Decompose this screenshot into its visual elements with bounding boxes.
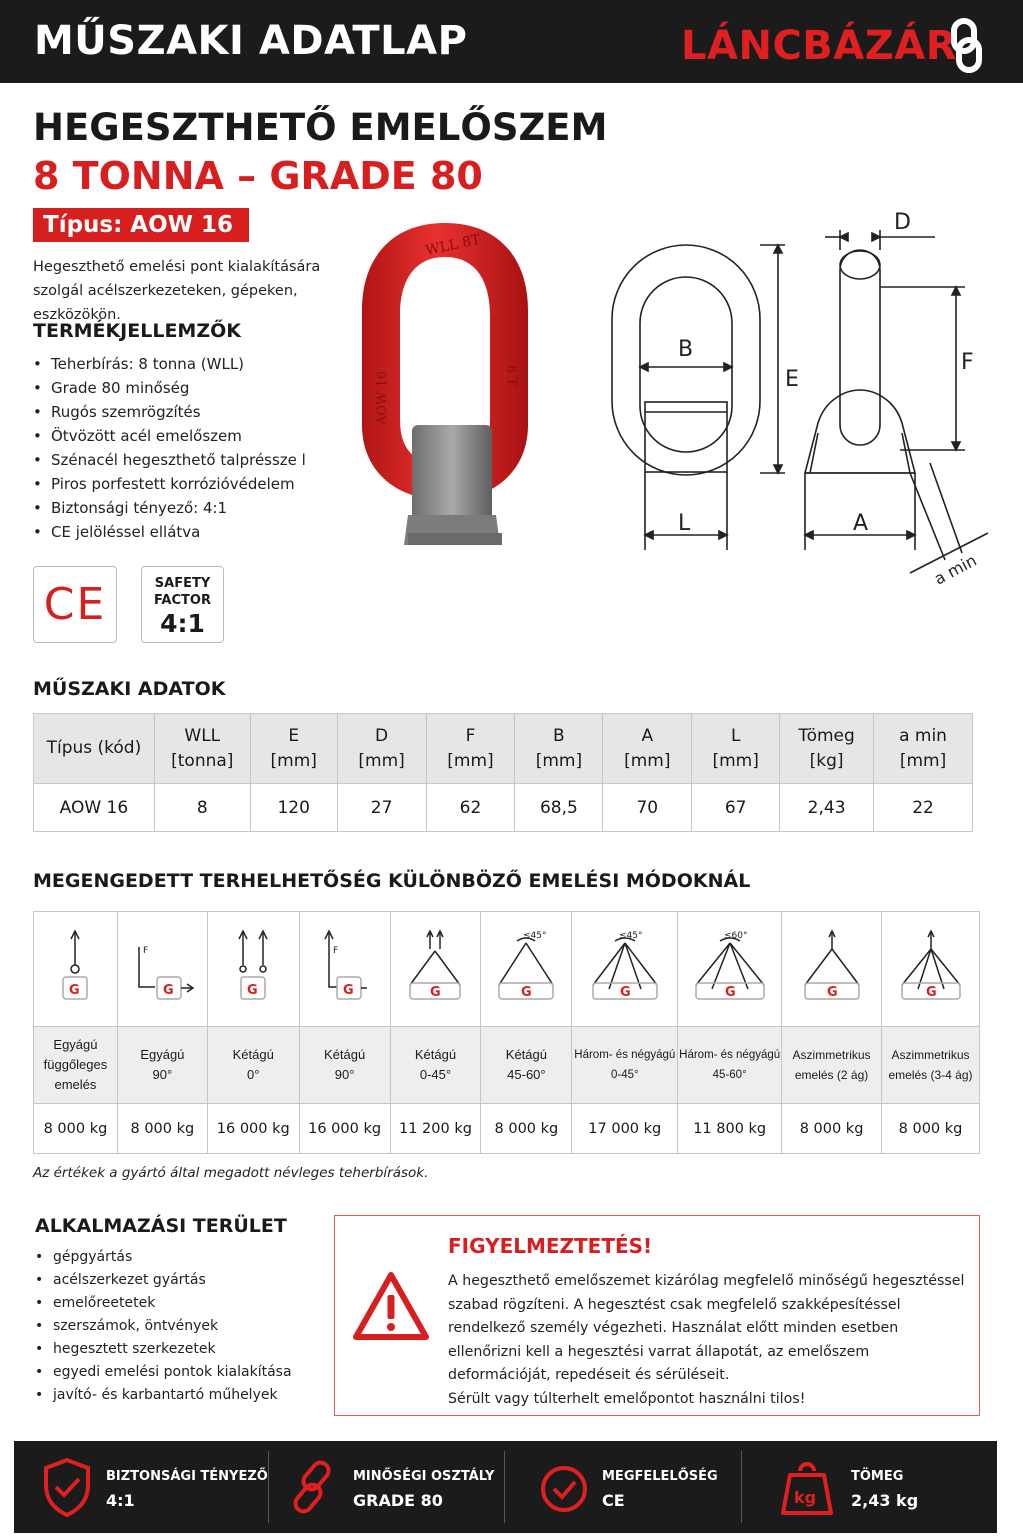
footer-label: MINŐSÉGI OSZTÁLY: [353, 1469, 495, 1484]
table-cell: 68,5: [515, 784, 603, 832]
list-item: • gépgyártás: [35, 1246, 292, 1269]
double-vertical-lift-icon: [223, 927, 283, 1007]
product-name: HEGESZTHETŐ EMELŐSZEM: [33, 106, 608, 149]
list-item: • Ötvözött acél emelőszem: [33, 424, 306, 448]
header-name: WLL: [184, 725, 221, 746]
applications-list: [35, 1246, 292, 1407]
table-header: [603, 714, 692, 784]
list-item: • hegesztett szerkezetek: [35, 1338, 292, 1361]
footer-item-safety: [42, 1441, 272, 1533]
header-unit: [mm]: [712, 750, 759, 771]
header-title: MŰSZAKI ADATLAP: [34, 18, 468, 64]
table-header: [874, 714, 973, 784]
product-subtitle: 8 TONNA – GRADE 80: [33, 154, 483, 198]
double-0-45-lift-icon: [400, 927, 470, 1007]
header-name: L: [730, 725, 741, 746]
footer-value: CE: [602, 1491, 625, 1510]
mode-value: 11 200 kg: [390, 1104, 481, 1154]
footer-bar: [14, 1441, 997, 1533]
header-name: F: [465, 725, 476, 746]
footer-value: 4:1: [106, 1491, 135, 1510]
table-header: [515, 714, 603, 784]
dim-B: B: [678, 337, 694, 362]
warning-text-last: Sérült vagy túlterhelt emelőpontot használni tilos!: [448, 1390, 806, 1407]
list-item: • Biztonsági tényező: 4:1: [33, 496, 306, 520]
weight-unit-label: kg: [794, 1488, 817, 1507]
g-label: G: [826, 985, 838, 1000]
mode-icon-cell: [299, 912, 390, 1027]
warning-box: [334, 1215, 980, 1416]
mode-icon-cell: [572, 912, 678, 1027]
footer-item-weight: [780, 1441, 980, 1533]
dim-A: A: [853, 511, 869, 536]
warning-text: [448, 1270, 968, 1411]
header-unit: [mm]: [899, 750, 947, 771]
g-label: G: [69, 983, 81, 998]
header-unit: [mm]: [270, 750, 317, 771]
type-badge: Típus: AOW 16: [33, 208, 249, 242]
mode-icon-cell: [34, 912, 118, 1027]
mode-label: Egyágú függőleges emelés: [34, 1027, 118, 1104]
weight-icon: [780, 1457, 834, 1517]
list-item: • Grade 80 minőség: [33, 376, 306, 400]
footer-divider: [268, 1451, 269, 1523]
mode-label: Három- és négyágú 0-45°: [572, 1027, 678, 1104]
safety-factor-badge: [141, 566, 224, 643]
header-unit: [mm]: [535, 750, 583, 771]
single-vertical-lift-icon: [45, 927, 105, 1007]
table-cell: 27: [337, 784, 426, 832]
g-label: G: [342, 983, 354, 998]
list-item: • szerszámok, öntvények: [35, 1315, 292, 1338]
engraving-right: 8 T: [504, 365, 519, 387]
f-label: F: [143, 946, 149, 956]
dim-F: F: [961, 350, 974, 375]
warning-title: FIGYELMEZTETÉS!: [448, 1234, 653, 1258]
mode-icon-cell: [207, 912, 299, 1027]
footer-label: TÖMEG: [851, 1469, 904, 1484]
footer-label: BIZTONSÁGI TÉNYEZŐ: [106, 1469, 268, 1484]
mode-value: 8 000 kg: [34, 1104, 118, 1154]
table-cell: 120: [250, 784, 337, 832]
applications-heading: ALKALMAZÁSI TERÜLET: [35, 1215, 287, 1237]
multi-leg-0-45-lift-icon: [585, 927, 665, 1007]
engraving-left: AOW 16: [375, 370, 390, 425]
table-cell: 67: [692, 784, 780, 832]
header-unit: [mm]: [624, 750, 671, 771]
mode-value: 8 000 kg: [882, 1104, 980, 1154]
mode-label: Kétágú 90°: [299, 1027, 390, 1104]
dim-D: D: [894, 210, 911, 235]
table-header: [337, 714, 426, 784]
mode-value: 8 000 kg: [782, 1104, 882, 1154]
warning-triangle-icon: [353, 1271, 429, 1341]
mode-icon-cell: [678, 912, 782, 1027]
mode-value: 16 000 kg: [207, 1104, 299, 1154]
mode-label: Három- és négyágú 45-60°: [678, 1027, 782, 1104]
list-item: • Piros porfestett korrózióvédelem: [33, 472, 306, 496]
icon-row: [34, 912, 980, 1027]
mode-icon-cell: [782, 912, 882, 1027]
double-90-lift-icon: [315, 927, 375, 1007]
load-note: Az értékek a gyártó által megadott névleges teherbírások.: [33, 1165, 429, 1181]
table-header: [426, 714, 515, 784]
label-row: [34, 1027, 980, 1104]
table-header-row: [34, 714, 973, 784]
mode-value: 11 800 kg: [678, 1104, 782, 1154]
mode-label: Aszimmetrikus emelés (3-4 ág): [882, 1027, 980, 1104]
table-header: [780, 714, 874, 784]
mode-icon-cell: [117, 912, 207, 1027]
header-name: a min: [899, 725, 947, 746]
list-item: • egyedi emelési pontok kialakítása: [35, 1361, 292, 1384]
table-header: [692, 714, 780, 784]
shield-check-icon: [42, 1457, 92, 1517]
footer-label: MEGFELELŐSÉG: [602, 1469, 718, 1484]
g-label: G: [925, 985, 937, 1000]
asymmetric-multi-leg-lift-icon: [896, 927, 966, 1007]
brand-name: LÁNCBÁZÁR: [681, 23, 957, 69]
check-circle-icon: [539, 1457, 589, 1517]
dim-L: L: [678, 511, 691, 536]
mode-value: 8 000 kg: [117, 1104, 207, 1154]
specs-table: [33, 713, 973, 832]
asymmetric-2-leg-lift-icon: [797, 927, 867, 1007]
mode-icon-cell: [882, 912, 980, 1027]
g-label: G: [521, 985, 533, 1000]
value-row: [34, 1104, 980, 1154]
warning-text-main: A hegeszthető emelőszemet kizárólag megfelelő minőségű hegesztéssel szabad rögzíteni. A hegesztést csak megfelelő szakképesítéssel rendelkező személy végezheti. Használat előtt minden esetben ellenőrizni kell a hegesztési varrat állapotát, az emelőszem deformációját, repedéseit és sérüléseit.: [448, 1273, 965, 1383]
header-name: E: [288, 725, 300, 746]
angle-label: ≤45°: [523, 931, 547, 941]
table-cell: 2,43: [780, 784, 874, 832]
mode-value: 17 000 kg: [572, 1104, 678, 1154]
list-item: • Rugós szemrögzítés: [33, 400, 306, 424]
double-45-60-lift-icon: [491, 927, 561, 1007]
chain-link-logo-icon: [949, 18, 983, 74]
g-label: G: [619, 985, 631, 1000]
product-description: Hegeszthető emelési pont kialakítására szolgál acélszerkezeteken, gépeken, eszközökön.: [33, 259, 321, 323]
footer-divider: [504, 1451, 505, 1523]
table-header: [250, 714, 337, 784]
safety-line2: FACTOR: [154, 593, 211, 608]
list-item: • CE jelöléssel ellátva: [33, 520, 306, 544]
ce-mark: CE: [43, 579, 107, 630]
g-label: G: [724, 985, 736, 1000]
ce-badge: [33, 566, 117, 643]
table-row: [34, 784, 973, 832]
specs-heading: MŰSZAKI ADATOK: [33, 678, 226, 700]
product-image: [350, 215, 540, 555]
mode-label: Kétágú 0°: [207, 1027, 299, 1104]
mode-icon-cell: [390, 912, 481, 1027]
footer-value: GRADE 80: [353, 1491, 443, 1510]
engraving-top: WLL 8T: [424, 231, 482, 259]
mode-label: Egyágú 90°: [117, 1027, 207, 1104]
header-name: D: [375, 725, 389, 746]
chain-link-icon: [286, 1457, 342, 1517]
list-item: • javító- és karbantartó műhelyek: [35, 1384, 292, 1407]
safety-line1: SAFETY: [154, 576, 211, 591]
f-label: F: [332, 946, 338, 956]
header-bar: [0, 0, 1023, 83]
table-cell: 62: [426, 784, 515, 832]
g-label: G: [247, 983, 258, 998]
g-label: G: [430, 985, 442, 1000]
technical-drawing: [600, 205, 1000, 595]
table-cell: 70: [603, 784, 692, 832]
angle-label: ≤60°: [723, 931, 748, 941]
header-name: Tömeg: [798, 725, 855, 746]
g-label: G: [163, 983, 175, 998]
mode-icon-cell: [481, 912, 572, 1027]
list-item: • emelőreetetek: [35, 1292, 292, 1315]
header-unit: [tonna]: [171, 750, 234, 771]
single-90-lift-icon: [127, 927, 197, 1007]
list-item: • Szénacél hegeszthető talpréssze l: [33, 448, 306, 472]
header-name: A: [641, 725, 654, 746]
mode-value: 8 000 kg: [481, 1104, 572, 1154]
dim-E: E: [785, 367, 799, 392]
features-heading: TERMÉKJELLEMZŐK: [33, 320, 241, 342]
list-item: • acélszerkezet gyártás: [35, 1269, 292, 1292]
mode-value: 16 000 kg: [299, 1104, 390, 1154]
table-header: [34, 714, 155, 784]
brand-logo: [681, 18, 983, 74]
footer-divider: [741, 1451, 742, 1523]
multi-leg-45-60-lift-icon: [690, 927, 770, 1007]
mode-label: Aszimmetrikus emelés (2 ág): [782, 1027, 882, 1104]
dim-amin: a min: [930, 550, 980, 589]
table-header: [154, 714, 250, 784]
header-name: Típus (kód): [46, 738, 142, 758]
header-unit: [mm]: [447, 750, 494, 771]
header-name: B: [553, 725, 565, 746]
mode-label: Kétágú 45-60°: [481, 1027, 572, 1104]
footer-item-conformity: [539, 1441, 739, 1533]
header-unit: [mm]: [358, 750, 405, 771]
list-item: • Teherbírás: 8 tonna (WLL): [33, 352, 306, 376]
angle-label: ≤45°: [618, 931, 643, 941]
safety-value: 4:1: [160, 609, 205, 638]
table-cell: AOW 16: [34, 784, 155, 832]
header-unit: [kg]: [809, 750, 844, 771]
mode-label: Kétágú 0-45°: [390, 1027, 481, 1104]
load-table: [33, 911, 980, 1154]
load-heading: MEGENGEDETT TERHELHETŐSÉG KÜLÖNBÖZŐ EMELÉSI MÓDOKNÁL: [33, 870, 751, 892]
features-list: [33, 352, 306, 544]
table-cell: 8: [154, 784, 250, 832]
table-cell: 22: [874, 784, 973, 832]
footer-value: 2,43 kg: [851, 1491, 919, 1510]
footer-item-grade: [286, 1441, 506, 1533]
